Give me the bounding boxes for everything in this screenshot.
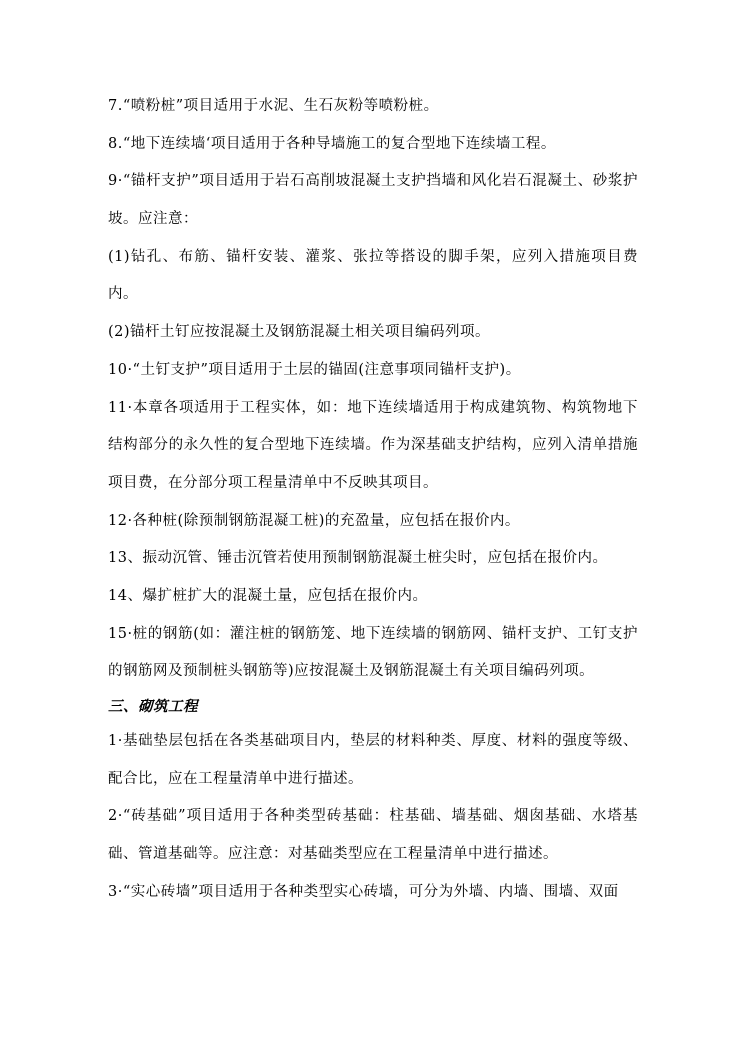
paragraph: 3·“实心砖墙”项目适用于各种类型实心砖墙，可分为外墙、内墙、围墙、双面 [108, 883, 619, 900]
paragraph: 10·“土钉支护”项目适用于土层的锚固(注意事项同锚杆支护)。 [108, 361, 521, 378]
paragraph: (1)钻孔、布筋、锚杆安装、灌浆、张拉等搭设的脚手架，应列入措施项目费内。 [108, 248, 638, 303]
paragraph: 2·“砖基础”项目适用于各种类型砖基础：柱基础、墙基础、烟囱基础、水塔基础、管道基础等。应注意：对基础类型应在工程量清单中进行描述。 [108, 808, 638, 862]
section-heading: 三、砌筑工程 [108, 698, 198, 715]
paragraph: 12·各种桩(除预制钢筋混凝工桩)的充盈量，应包括在报价内。 [108, 512, 520, 529]
paragraph: 14、爆扩桩扩大的混凝土量，应包括在报价内。 [108, 587, 428, 604]
document-body [108, 88, 638, 911]
paragraph: 13、振动沉管、锤击沉管若使用预制钢筋混凝土桩尖时，应包括在报价内。 [108, 550, 608, 567]
paragraph: (2)锚杆土钉应按混凝土及钢筋混凝土相关项目编码列项。 [108, 324, 491, 341]
paragraph: 15·桩的钢筋(如：灌注桩的钢筋笼、地下连续墙的钢筋网、锚杆支护、工钉支护的钢筋网及预制桩头钢筋等)应按混凝土及钢筋混凝土有关项目编码列项。 [108, 625, 638, 680]
paragraph: 9·“锚杆支护”项目适用于岩石高削坡混凝土支护挡墙和风化岩石混凝土、砂浆护坡。应注意： [108, 173, 638, 228]
paragraph: 8.“地下连续墙‘项目适用于各种导墙施工的复合型地下连续墙工程。 [108, 135, 556, 152]
paragraph: 1·基础垫层包括在各类基础项目内，垫层的材料种类、厚度、材料的强度等级、配合比，应在工程量清单中进行描述。 [108, 732, 638, 787]
paragraph: 11·本章各项适用于工程实体，如：地下连续墙适用于构成建筑物、构筑物地下结构部分的永久性的复合型地下连续墙。作为深基础支护结构，应列入清单措施项目费，在分部分项工程量清单中不反映其项目。 [108, 399, 638, 491]
paragraph: 7.“喷粉桩”项目适用于水泥、生石灰粉等喷粉桩。 [108, 98, 439, 114]
